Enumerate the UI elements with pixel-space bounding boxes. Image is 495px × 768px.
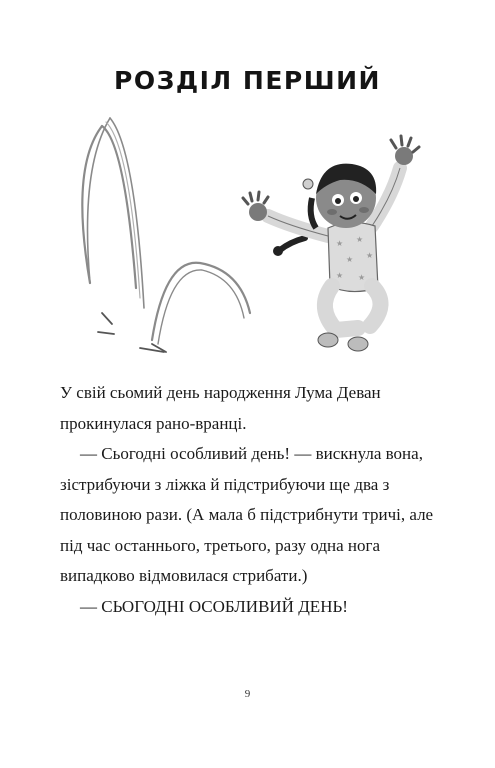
- chapter-title: РОЗДІЛ ПЕРШИЙ: [114, 66, 381, 95]
- girl-figure: [243, 136, 419, 351]
- svg-text:★: ★: [366, 251, 374, 260]
- jump-trail-small: [152, 263, 250, 344]
- paragraph-2: — Сьогодні особливий день! — вискнула вона, зістрибуючи з ліжка й підстрибуючи ще два з половиною рази. (А мала б підстрибнути тричі, але під час останнього, третього, разу одна нога випадково відмовилася стрибати.): [60, 444, 434, 585]
- jump-trail-large: [82, 118, 144, 308]
- svg-text:★: ★: [336, 271, 344, 280]
- paragraph-3: — СЬОГОДНІ ОСОБЛИВИЙ ДЕНЬ!: [80, 596, 348, 616]
- svg-text:★: ★: [356, 235, 364, 244]
- illustration-jumping-girl: [40, 108, 460, 368]
- svg-text:★: ★: [358, 273, 366, 282]
- svg-text:★: ★: [346, 255, 354, 264]
- paragraph-1: У свій сьомий день народження Лума Деван прокинулася рано-вранці.: [60, 383, 381, 433]
- svg-text:★: ★: [336, 239, 344, 248]
- page-number: 9: [244, 688, 251, 700]
- chapter-body-text: [60, 378, 440, 622]
